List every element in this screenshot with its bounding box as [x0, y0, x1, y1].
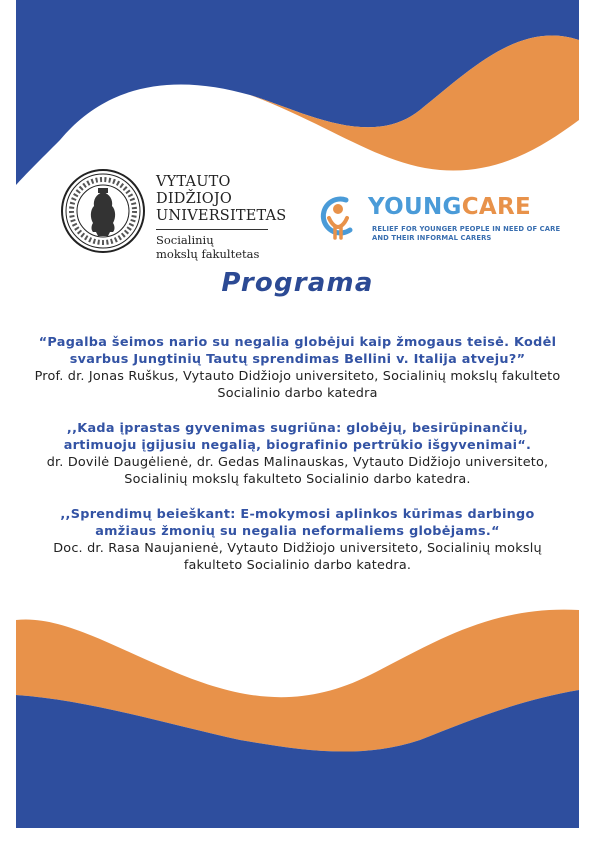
vdu-wordmark	[156, 174, 286, 261]
youngcare-person-icon	[316, 192, 358, 244]
program-item-title: ,,Kada įprastas gyvenimas sugriūna: globėjų, besirūpinančių, artimuoju įgijusiu negalią, biografinio pertrūkio išgyvenimai“.	[63, 421, 532, 453]
youngcare-name-care: CARE	[461, 194, 532, 220]
program-item	[30, 334, 565, 402]
program-item-title: “Pagalba šeimos nario su negalia globėjui kaip žmogaus teisė. Kodėl svarbus Jungtinių Tautų sprendimas Bellini v. Italija atveju?”	[38, 335, 557, 367]
program-item-author: dr. Dovilė Daugėlienė, dr. Gedas Malinauskas, Vytauto Didžiojo universiteto, Socialinių mokslų fakulteto Socialinio darbo katedra.	[46, 455, 549, 487]
vdu-line-2: DIDŽIOJO	[156, 191, 232, 207]
youngcare-tagline: RELIEF FOR YOUNGER PEOPLE IN NEED OF CARE AND THEIR INFORMAL CARERS	[372, 225, 561, 242]
vdu-logo	[60, 168, 300, 268]
vdu-sub-line-1: Socialinių	[156, 233, 214, 247]
bottom-wave-decoration	[0, 600, 595, 842]
youngcare-name	[368, 194, 531, 220]
youngcare-logo	[316, 192, 561, 252]
program-list	[30, 334, 565, 592]
youngcare-name-young: YOUNG	[368, 194, 462, 220]
page-title: Programa	[221, 268, 374, 298]
vdu-line-1: VYTAUTO	[156, 174, 231, 190]
program-item	[30, 420, 565, 488]
vdu-seal-icon	[60, 168, 146, 254]
vdu-sub-line-2: mokslų fakultetas	[156, 247, 260, 261]
program-item-title: ,,Sprendimų beieškant: E-mokymosi aplinkos kūrimas darbingo amžiaus žmonių su negalia neformaliems globėjams.“	[60, 507, 535, 539]
program-item-author: Prof. dr. Jonas Ruškus, Vytauto Didžiojo universiteto, Socialinių mokslų fakulteto Socialinio darbo katedra	[34, 369, 561, 401]
program-item-author: Doc. dr. Rasa Naujanienė, Vytauto Didžiojo universiteto, Socialinių mokslų fakulteto Socialinio darbo katedra.	[53, 541, 542, 573]
program-item	[30, 506, 565, 574]
vdu-line-3: UNIVERSITETAS	[156, 208, 287, 224]
vdu-divider	[156, 229, 268, 230]
